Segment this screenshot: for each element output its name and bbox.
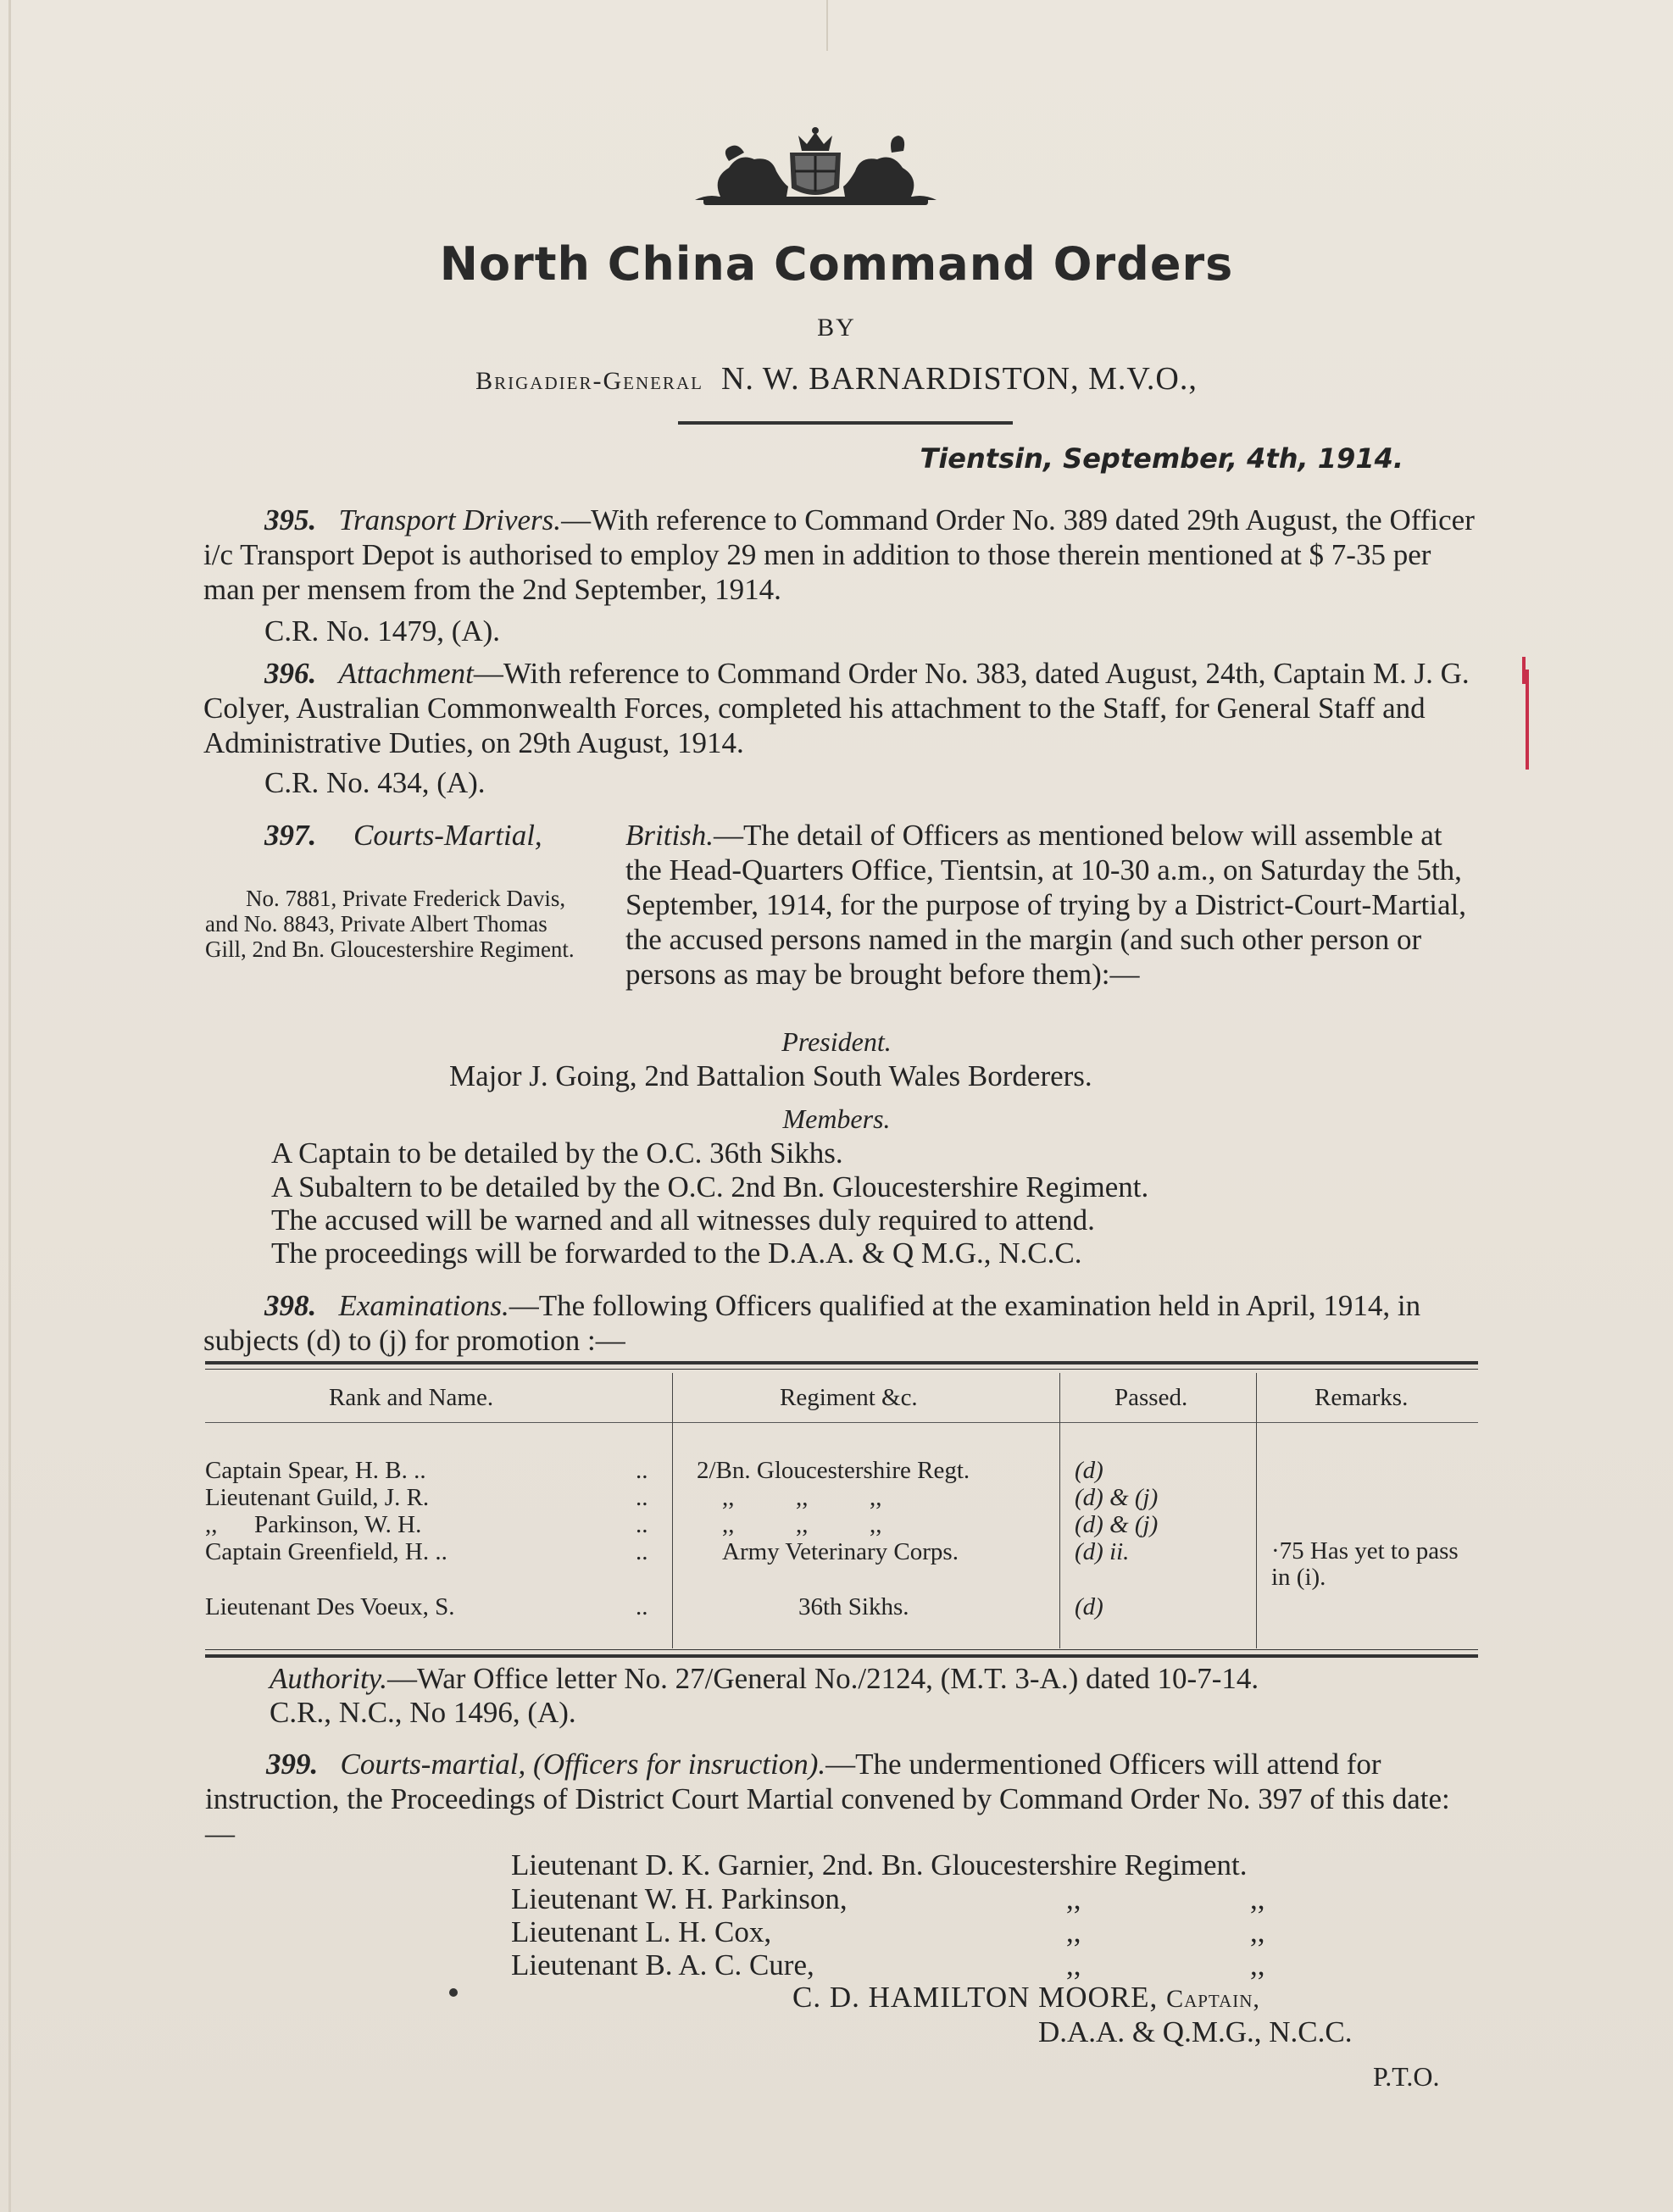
order-number: 398. [264, 1289, 317, 1322]
order-text: —The undermentioned Officers will attend for instruction, the Proceedings of District Court Martial convened by Command Order No. 397 of this date:— [205, 1748, 1450, 1850]
order-396 [203, 656, 1479, 760]
row-regiment: ,, ,, ,, [722, 1511, 882, 1538]
row-passed: (d) ii. [1075, 1538, 1130, 1565]
order-text: —With reference to Command Order No. 383, dated August, 24th, Captain M. J. G. Colyer, Australian Commonwealth Forces, completed his attachment to the Staff, for General Staff and Administrative Duties, on 29th August, 1914. [203, 657, 1470, 759]
row-leader: .. [636, 1593, 648, 1620]
ink-dot [449, 1988, 458, 1997]
table-column-divider [1256, 1373, 1257, 1648]
member-line: A Subaltern to be detailed by the O.C. 2nd Bn. Gloucestershire Regiment. [271, 1170, 1149, 1203]
issuer-line [0, 360, 1673, 397]
officer-line: Lieutenant D. K. Garnier, 2nd. Bn. Gloucestershire Regiment. [511, 1848, 1248, 1881]
signature-block [792, 1980, 1260, 2016]
order-number: 395. [264, 503, 317, 536]
row-name: Lieutenant Guild, J. R. [205, 1484, 430, 1511]
order-heading: Attachment [338, 657, 474, 690]
order-397-heading [264, 818, 542, 853]
order-number: 399. [266, 1748, 319, 1781]
order-subheading: British. [625, 819, 714, 852]
order-heading: Transport Drivers. [338, 503, 562, 536]
ditto-mark: ,, [1066, 1915, 1081, 1948]
table-header: Passed. [1114, 1384, 1188, 1411]
order-395-ref: C.R. No. 1479, (A). [264, 614, 501, 647]
authority-text: —War Office letter No. 27/General No./2124, (M.T. 3-A.) dated 10-7-14. [387, 1662, 1259, 1695]
table-header: Remarks. [1314, 1384, 1409, 1411]
issuer-rank: Brigadier-General [475, 367, 703, 395]
authority-label: Authority. [270, 1662, 388, 1695]
row-leader: .. [636, 1511, 648, 1538]
members-label: Members. [782, 1103, 891, 1134]
ditto-mark: ,, [1250, 1948, 1265, 1981]
member-line: A Captain to be detailed by the O.C. 36th Sikhs. [271, 1137, 843, 1170]
order-398 [203, 1288, 1479, 1358]
row-leader: .. [636, 1484, 648, 1511]
issuer-name: N. W. BARNARDISTON, M.V.O., [720, 361, 1198, 397]
ditto-mark: ,, [1250, 1882, 1265, 1915]
member-line: The accused will be warned and all witnesses duly required to attend. [271, 1203, 1095, 1237]
table-header: Regiment &c. [780, 1384, 918, 1411]
ditto-mark: ,, [1066, 1948, 1081, 1981]
by-line: BY [817, 314, 856, 342]
order-heading: Courts-Martial, [353, 819, 542, 852]
order-heading: Courts-martial, (Officers for insruction). [340, 1748, 826, 1781]
row-name: Lieutenant Des Voeux, S. [205, 1593, 455, 1620]
row-name: Captain Spear, H. B. .. [205, 1457, 426, 1484]
red-margin-mark [1526, 670, 1529, 770]
president-name: Major J. Going, 2nd Battalion South Wales Borderers. [449, 1059, 1092, 1092]
order-heading: Examinations. [338, 1289, 509, 1322]
member-line: The proceedings will be forwarded to the D.A.A. & Q M.G., N.C.C. [271, 1237, 1082, 1270]
row-regiment: ,, ,, ,, [722, 1484, 882, 1511]
order-397-body [625, 818, 1477, 992]
row-passed: (d) [1075, 1457, 1103, 1484]
table-column-divider [1059, 1373, 1060, 1648]
row-regiment: 2/Bn. Gloucestershire Regt. [697, 1457, 970, 1484]
fold-mark [826, 0, 828, 51]
row-name: ,, Parkinson, W. H. [205, 1511, 422, 1538]
order-text: —With reference to Command Order No. 389 dated 29th August, the Officer i/c Transport Depot is authorised to employ 29 men in addition to those therein mentioned at $ 7-35 per man per mensem from the 2nd September, 1914. [203, 503, 1475, 606]
table-column-divider [672, 1373, 673, 1648]
order-number: 397. [264, 819, 317, 852]
pto: P.T.O. [1373, 2061, 1440, 2092]
order-text: —The detail of Officers as mentioned below will assemble at the Head-Quarters Office, Tientsin, at 10-30 a.m., on Saturday the 5th, September, 1914, for the purpose of trying by a District-Court-Martial, the accused persons named in the margin (and such other person or persons as may be brought before them):— [625, 819, 1466, 991]
ditto-mark: ,, [1250, 1915, 1265, 1948]
signatory-rank: Captain, [1166, 1985, 1260, 2013]
table-header-rule [205, 1422, 1478, 1423]
title-rule [678, 421, 1013, 425]
order-396-ref: C.R. No. 434, (A). [264, 766, 486, 799]
order-398-ref: C.R., N.C., No 1496, (A). [270, 1696, 576, 1729]
authority-line [270, 1661, 1259, 1696]
order-399 [205, 1747, 1479, 1851]
row-regiment: 36th Sikhs. [798, 1593, 909, 1620]
row-regiment: Army Veterinary Corps. [722, 1538, 959, 1565]
officer-line: Lieutenant B. A. C. Cure, [511, 1948, 814, 1981]
row-name: Captain Greenfield, H. .. [205, 1538, 447, 1565]
table-top-rule [205, 1361, 1478, 1370]
order-text: —The following Officers qualified at the examination held in April, 1914, in subjects (d) to (j) for promotion :— [203, 1289, 1421, 1357]
dateline: Tientsin, September, 4th, 1914. [920, 442, 1403, 475]
row-remarks: ·75 Has yet to pass in (i). [1271, 1537, 1459, 1591]
officer-line: Lieutenant L. H. Cox, [511, 1915, 772, 1948]
document-title: North China Command Orders [439, 237, 1234, 291]
row-leader: .. [636, 1538, 648, 1565]
row-passed: (d) & (j) [1075, 1511, 1159, 1538]
table-bottom-rule [205, 1649, 1478, 1658]
margin-note: No. 7881, Private Frederick Davis, and No. 8843, Private Albert Thomas Gill, 2nd Bn. Gloucestershire Regiment. [205, 886, 575, 962]
row-passed: (d) & (j) [1075, 1484, 1159, 1511]
royal-crest-icon [695, 127, 937, 212]
order-395 [203, 503, 1479, 607]
president-label: President. [781, 1026, 892, 1057]
officer-line: Lieutenant W. H. Parkinson, [511, 1882, 848, 1915]
row-leader: .. [636, 1457, 648, 1484]
ditto-mark: ,, [1066, 1882, 1081, 1915]
order-number: 396. [264, 657, 317, 690]
row-passed: (d) [1075, 1593, 1103, 1620]
signatory-name: C. D. HAMILTON MOORE, [792, 1981, 1159, 2014]
table-header: Rank and Name. [329, 1384, 494, 1411]
signatory-title: D.A.A. & Q.M.G., N.C.C. [1038, 2015, 1353, 2048]
